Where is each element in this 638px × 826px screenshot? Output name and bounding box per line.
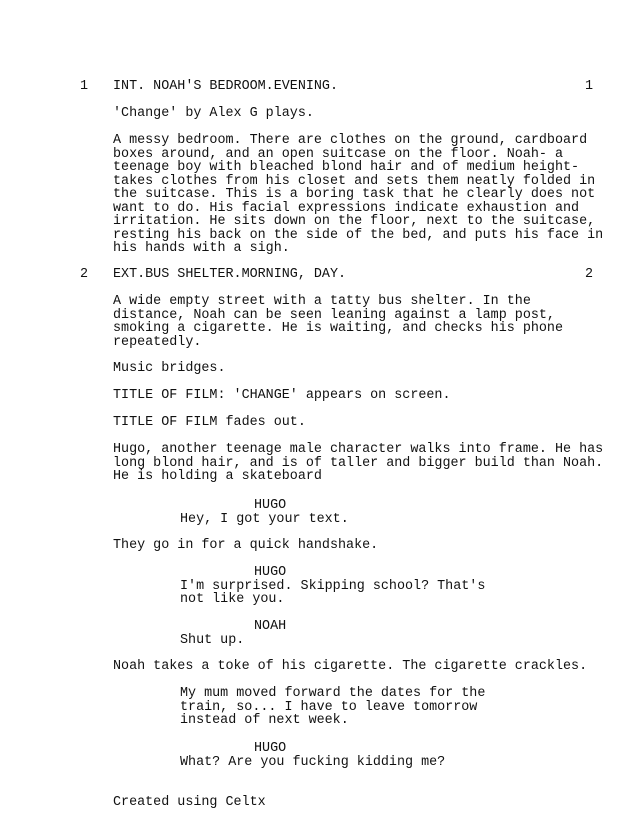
character-name: HUGO — [254, 565, 287, 580]
action-line: 'Change' by Alex G plays. — [113, 106, 314, 121]
scene-number-left: 1 — [80, 79, 89, 94]
scene-number-right: 2 — [585, 267, 594, 282]
dialogue-line: Hey, I got your text. — [180, 511, 349, 527]
scene-heading: INT. NOAH'S BEDROOM.EVENING. — [113, 79, 338, 94]
action-line: long blond hair, and is of taller and bigger build than Noah. — [113, 455, 604, 471]
dialogue-line: What? Are you fucking kidding me? — [180, 754, 446, 770]
action-line: his hands with a sigh. — [113, 241, 290, 256]
dialogue-line: train, so... I have to leave tomorrow — [180, 699, 478, 715]
action-line: They go in for a quick handshake. — [113, 538, 379, 553]
scene-heading: EXT.BUS SHELTER.MORNING, DAY. — [113, 267, 347, 282]
action-line: Music bridges. — [113, 361, 226, 376]
footer-credit: Created using Celtx — [113, 795, 266, 810]
action-line: irritation. He sits down on the floor, next to the suitcase, — [113, 214, 596, 229]
action-line: TITLE OF FILM fades out. — [113, 415, 306, 430]
dialogue-line: Shut up. — [180, 632, 245, 648]
action-line: repeatedly. — [113, 334, 202, 350]
action-line: resting his back on the side of the bed, and puts his face in — [113, 227, 604, 243]
action-line: Hugo, another teenage male character walks into frame. He has — [113, 442, 604, 457]
action-line: Noah takes a toke of his cigarette. The cigarette crackles. — [113, 659, 588, 674]
character-name: NOAH — [254, 619, 287, 634]
action-line: the suitcase. This is a boring task that he clearly does not — [113, 187, 596, 202]
action-line: A messy bedroom. There are clothes on the ground, cardboard — [113, 133, 588, 148]
scene-number-left: 2 — [80, 267, 89, 282]
action-line: want to do. His facial expressions indicate exhaustion and — [113, 200, 580, 216]
action-line: boxes around, and an open suitcase on the floor. Noah- a — [113, 146, 563, 162]
dialogue-line: instead of next week. — [180, 713, 349, 728]
character-name: HUGO — [254, 741, 287, 756]
action-line: teenage boy with bleached blond hair and of medium height- — [113, 160, 580, 175]
action-line: A wide empty street with a tatty bus shelter. In the — [113, 294, 531, 309]
action-line: smoking a cigarette. He is waiting, and checks his phone — [113, 321, 563, 336]
scene-number-right: 1 — [585, 79, 594, 94]
action-line: He is holding a skateboard — [113, 469, 322, 484]
character-name: HUGO — [254, 498, 287, 513]
action-line: distance, Noah can be seen leaning against a lamp post, — [113, 307, 555, 323]
dialogue-line: not like you. — [180, 592, 285, 607]
dialogue-line: I'm surprised. Skipping school? That's — [180, 578, 486, 594]
action-line: takes clothes from his closet and sets them neatly folded in — [113, 173, 596, 189]
action-line: TITLE OF FILM: 'CHANGE' appears on screen. — [113, 388, 451, 403]
dialogue-line: My mum moved forward the dates for the — [180, 686, 486, 701]
